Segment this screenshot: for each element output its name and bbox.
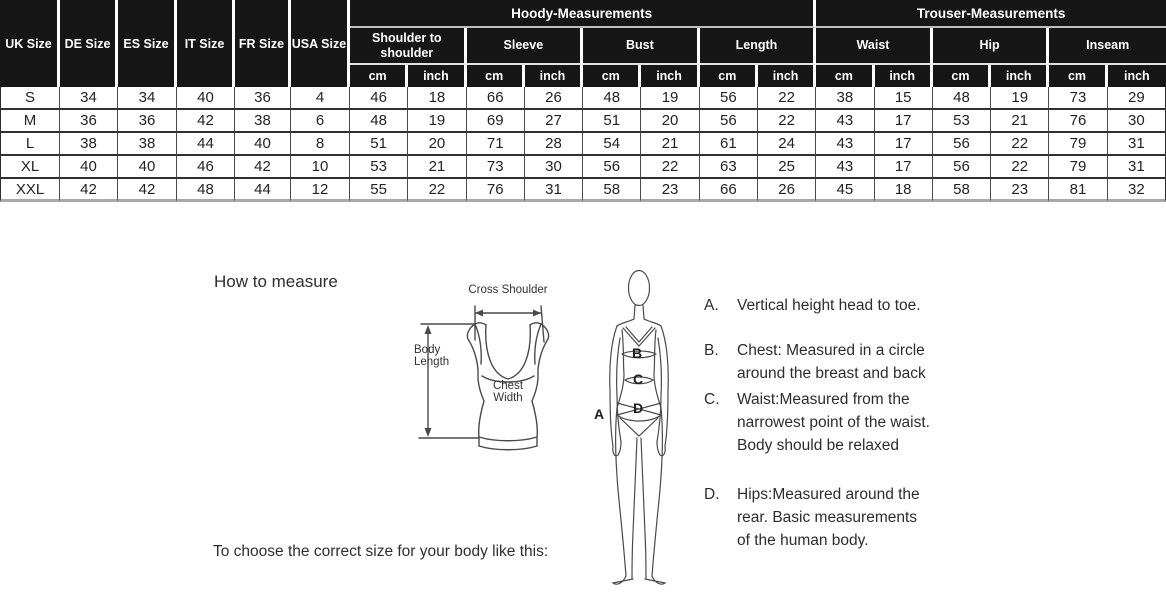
hem-band-top <box>479 437 537 441</box>
value-cell: 46 <box>350 87 408 110</box>
instruction-item-d <box>704 483 984 552</box>
instruction-text: Vertical height head to toe. <box>737 297 921 314</box>
size-cell: S <box>0 87 60 110</box>
figure-mark-c: C <box>633 371 644 387</box>
col-header-uk-size: UK Size <box>0 0 60 87</box>
unit-header-inch: inch <box>408 65 466 87</box>
value-cell: 55 <box>350 179 408 202</box>
unit-header-inch: inch <box>758 65 816 87</box>
chest-width-label: Chest Width <box>492 380 524 404</box>
value-cell: 24 <box>758 133 816 156</box>
size-cell: 42 <box>118 179 177 202</box>
figure-mark-b: B <box>632 345 643 361</box>
col-header-es-size: ES Size <box>118 0 177 87</box>
value-cell: 53 <box>933 110 991 133</box>
value-cell: 17 <box>875 133 933 156</box>
value-cell: 20 <box>641 110 699 133</box>
unit-header-cm: cm <box>933 65 991 87</box>
size-cell: 40 <box>235 133 291 156</box>
value-cell: 29 <box>1108 87 1166 110</box>
measure-header-bust: Bust <box>583 28 700 65</box>
value-cell: 58 <box>933 179 991 202</box>
value-cell: 58 <box>583 179 641 202</box>
value-cell: 76 <box>467 179 525 202</box>
value-cell: 18 <box>875 179 933 202</box>
instruction-text: Waist:Measured from the narrowest point of the waist. Body should be relaxed <box>737 391 930 454</box>
neckline <box>486 325 531 379</box>
value-cell: 56 <box>700 110 758 133</box>
body-figure-diagram <box>592 258 688 592</box>
size-cell: 46 <box>177 156 235 179</box>
value-cell: 79 <box>1049 156 1107 179</box>
size-cell: XXL <box>0 179 60 202</box>
unit-header-cm: cm <box>583 65 641 87</box>
value-cell: 26 <box>525 87 583 110</box>
value-cell: 61 <box>700 133 758 156</box>
value-cell: 31 <box>1108 156 1166 179</box>
size-chart-table <box>0 0 1166 202</box>
unit-header-cm: cm <box>816 65 874 87</box>
value-cell: 56 <box>933 133 991 156</box>
group-header-row <box>0 0 1166 28</box>
value-cell: 23 <box>991 179 1049 202</box>
col-header-fr-size: FR Size <box>235 0 291 87</box>
v-neck <box>623 328 655 346</box>
unit-header-cm: cm <box>1049 65 1107 87</box>
value-cell: 43 <box>816 133 874 156</box>
size-row-xxl <box>0 179 1166 202</box>
size-cell: M <box>0 110 60 133</box>
value-cell: 19 <box>641 87 699 110</box>
value-cell: 30 <box>525 156 583 179</box>
value-cell: 66 <box>700 179 758 202</box>
value-cell: 22 <box>991 156 1049 179</box>
value-cell: 71 <box>467 133 525 156</box>
size-cell: XL <box>0 156 60 179</box>
size-row-m <box>0 110 1166 133</box>
value-cell: 54 <box>583 133 641 156</box>
instruction-letter: D. <box>704 486 720 503</box>
value-cell: 69 <box>467 110 525 133</box>
value-cell: 17 <box>875 156 933 179</box>
size-row-s <box>0 87 1166 110</box>
size-cell: 10 <box>291 156 350 179</box>
instruction-item-b <box>704 339 984 385</box>
value-cell: 21 <box>408 156 466 179</box>
unit-header-inch: inch <box>875 65 933 87</box>
size-cell: 38 <box>235 110 291 133</box>
size-cell: 34 <box>60 87 118 110</box>
value-cell: 76 <box>1049 110 1107 133</box>
value-cell: 66 <box>467 87 525 110</box>
value-cell: 22 <box>641 156 699 179</box>
head <box>629 271 650 306</box>
value-cell: 22 <box>758 110 816 133</box>
v-neck-inner <box>626 327 652 342</box>
instruction-letter: A. <box>704 297 719 314</box>
value-cell: 30 <box>1108 110 1166 133</box>
size-cell: 40 <box>60 156 118 179</box>
size-cell: 38 <box>118 133 177 156</box>
hoody-group-header: Hoody-Measurements <box>350 0 816 28</box>
unit-header-inch: inch <box>1108 65 1166 87</box>
value-cell: 22 <box>991 133 1049 156</box>
value-cell: 15 <box>875 87 933 110</box>
measure-header-shoulder-to-shoulder: Shoulder to shoulder <box>350 28 467 65</box>
unit-header-inch: inch <box>641 65 699 87</box>
size-cell: 42 <box>60 179 118 202</box>
instruction-letter: C. <box>704 391 720 408</box>
value-cell: 81 <box>1049 179 1107 202</box>
value-cell: 17 <box>875 110 933 133</box>
left-foot <box>613 576 633 584</box>
size-cell: L <box>0 133 60 156</box>
how-to-measure-heading: How to measure <box>214 272 338 291</box>
measure-header-inseam: Inseam <box>1049 28 1166 65</box>
body-length-label: Body Length <box>414 344 450 368</box>
value-cell: 51 <box>583 110 641 133</box>
value-cell: 79 <box>1049 133 1107 156</box>
size-cell: 42 <box>235 156 291 179</box>
size-cell: 12 <box>291 179 350 202</box>
unit-header-inch: inch <box>991 65 1049 87</box>
figure-mark-a: A <box>594 406 605 422</box>
unit-header-cm: cm <box>700 65 758 87</box>
value-cell: 48 <box>933 87 991 110</box>
figure-mark-d: D <box>633 400 644 416</box>
size-cell: 48 <box>177 179 235 202</box>
value-cell: 51 <box>350 133 408 156</box>
size-cell: 6 <box>291 110 350 133</box>
value-cell: 23 <box>641 179 699 202</box>
instruction-item-a <box>704 294 984 317</box>
size-table-body <box>0 87 1166 202</box>
instruction-text: Hips:Measured around the rear. Basic measurements of the human body. <box>737 486 920 549</box>
hem-band-bottom <box>479 446 537 450</box>
trouser-group-header: Trouser-Measurements <box>816 0 1166 28</box>
size-row-xl <box>0 156 1166 179</box>
size-cell: 36 <box>60 110 118 133</box>
value-cell: 28 <box>525 133 583 156</box>
value-cell: 48 <box>583 87 641 110</box>
size-cell: 36 <box>235 87 291 110</box>
value-cell: 38 <box>816 87 874 110</box>
value-cell: 18 <box>408 87 466 110</box>
col-header-it-size: IT Size <box>177 0 235 87</box>
size-cell: 40 <box>177 87 235 110</box>
size-cell: 38 <box>60 133 118 156</box>
col-header-de-size: DE Size <box>60 0 118 87</box>
value-cell: 43 <box>816 156 874 179</box>
instruction-letter: B. <box>704 342 719 359</box>
cross-shoulder-label: Cross Shoulder <box>468 284 548 296</box>
value-cell: 73 <box>467 156 525 179</box>
size-cell: 8 <box>291 133 350 156</box>
size-cell: 44 <box>177 133 235 156</box>
measure-header-hip: Hip <box>933 28 1050 65</box>
value-cell: 22 <box>758 87 816 110</box>
unit-header-inch: inch <box>525 65 583 87</box>
body-figure-outline <box>610 271 668 585</box>
value-cell: 45 <box>816 179 874 202</box>
unit-header-cm: cm <box>467 65 525 87</box>
choose-size-note: To choose the correct size for your body like this: <box>213 543 549 560</box>
value-cell: 26 <box>758 179 816 202</box>
value-cell: 32 <box>1108 179 1166 202</box>
value-cell: 27 <box>525 110 583 133</box>
size-cell: 40 <box>118 156 177 179</box>
how-to-measure-section <box>0 202 1166 600</box>
value-cell: 20 <box>408 133 466 156</box>
value-cell: 21 <box>641 133 699 156</box>
size-cell: 42 <box>177 110 235 133</box>
instruction-text: Chest: Measured in a circle around the breast and back <box>737 342 926 382</box>
value-cell: 56 <box>933 156 991 179</box>
value-cell: 43 <box>816 110 874 133</box>
value-cell: 19 <box>408 110 466 133</box>
value-cell: 73 <box>1049 87 1107 110</box>
value-cell: 56 <box>700 87 758 110</box>
size-cell: 34 <box>118 87 177 110</box>
measure-header-sleeve: Sleeve <box>467 28 584 65</box>
size-cell: 44 <box>235 179 291 202</box>
right-foot <box>645 576 665 584</box>
measure-header-length: Length <box>700 28 817 65</box>
measure-header-waist: Waist <box>816 28 933 65</box>
value-cell: 21 <box>991 110 1049 133</box>
value-cell: 19 <box>991 87 1049 110</box>
instruction-item-c <box>704 388 984 457</box>
value-cell: 25 <box>758 156 816 179</box>
value-cell: 31 <box>525 179 583 202</box>
measure-instructions <box>704 294 984 552</box>
value-cell: 48 <box>350 110 408 133</box>
value-cell: 53 <box>350 156 408 179</box>
value-cell: 56 <box>583 156 641 179</box>
value-cell: 31 <box>1108 133 1166 156</box>
size-row-l <box>0 133 1166 156</box>
size-cell: 36 <box>118 110 177 133</box>
unit-header-cm: cm <box>350 65 408 87</box>
col-header-usa-size: USA Size <box>291 0 350 87</box>
value-cell: 22 <box>408 179 466 202</box>
size-cell: 4 <box>291 87 350 110</box>
value-cell: 63 <box>700 156 758 179</box>
tank-top-diagram <box>405 280 565 470</box>
